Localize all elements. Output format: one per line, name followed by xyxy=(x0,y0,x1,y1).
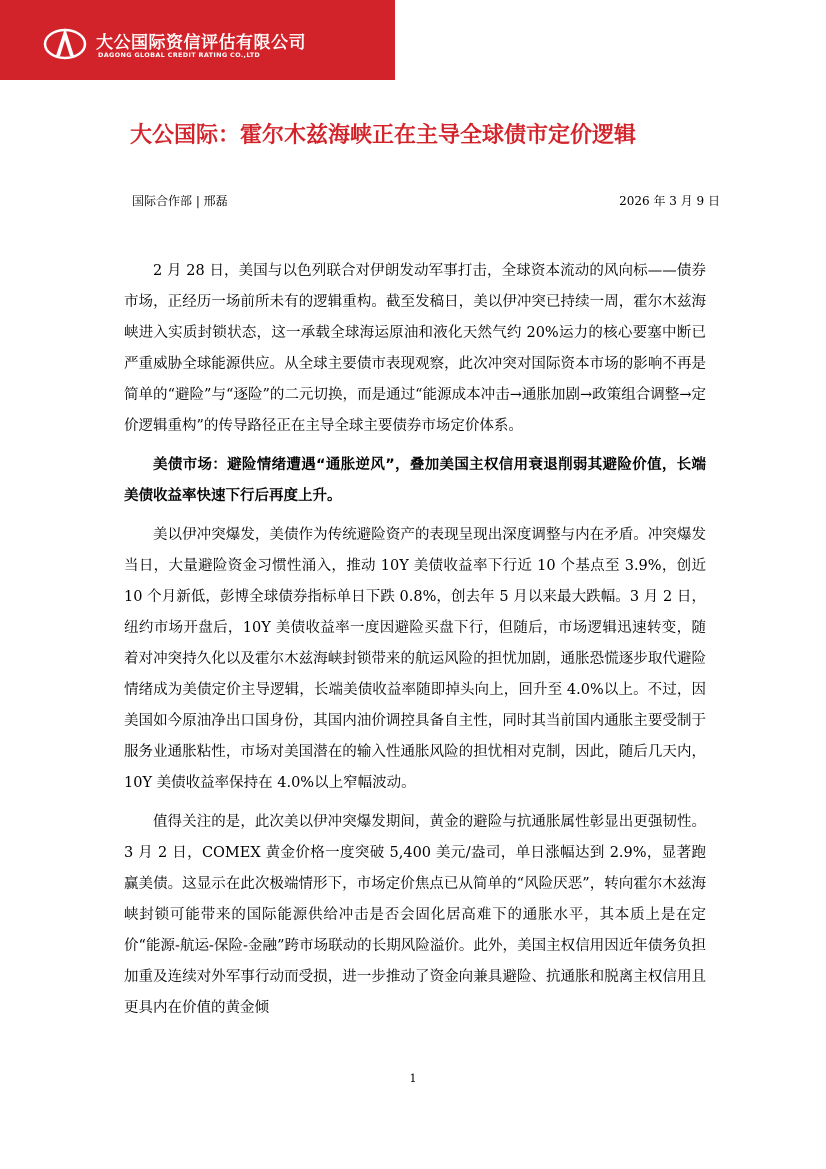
paragraph-us-treasury: 美以伊冲突爆发，美债作为传统避险资产的表现呈现出深度调整与内在矛盾。冲突爆发当日，大量避险资金习惯性涌入，推动 10Y 美债收益率下行近 10 个基点至 3.9%，创近 10 个月新低，彭博全球债券指标单日下跌 0.8%，创去年 5 月以来最大跌幅。3 月 2 日，纽约市场开盘后，10Y 美债收益率一度因避险买盘下行，但随后，市场逻辑迅速转变，随着对冲突持久化以及霍尔木兹海峡封锁带来的航运风险的担忧加剧，通胀恐慌逐步取代避险情绪成为美债定价主导逻辑，长端美债收益率随即掉头向上，回升至 4.0%以上。不过，因美国如今原油净出口国身份，其国内油价调控具备自主性，同时其当前国内通胀主要受制于服务业通胀粘性，市场对美国潜在的输入性通胀风险的担忧相对克制，因此，随后几天内，10Y 美债收益率保持在 4.0%以上窄幅波动。 xyxy=(124,527,706,791)
header-red-wedge xyxy=(335,0,395,80)
company-name-cn: 大公国际资信评估有限公司 xyxy=(96,33,306,53)
page-number: 1 xyxy=(409,1072,417,1085)
article-body xyxy=(124,256,706,1032)
byline: 国际合作部 | 邢磊 xyxy=(132,194,228,208)
paragraph-intro: 2 月 28 日，美国与以色列联合对伊朗发动军事打击，全球资本流动的风向标——债券市场，正经历一场前所未有的逻辑重构。截至发稿日，美以伊冲突已持续一周，霍尔木兹海峡进入实质封锁状态，这一承载全球海运原油和液化天然气约 20%运力的核心要塞中断已严重威胁全球能源供应。从全球主要债市表现观察，此次冲突对国际资本市场的影响不再是简单的“避险”与“逐险”的二元切换，而是通过“能源成本冲击→通胀加剧→政策组合调整→定价逻辑重构”的传导路径正在主导全球主要债券市场定价体系。 xyxy=(124,263,706,434)
page-title: 大公国际：霍尔木兹海峡正在主导全球债市定价逻辑 xyxy=(130,123,637,148)
paragraph-gold: 值得关注的是，此次美以伊冲突爆发期间，黄金的避险与抗通胀属性彰显出更强韧性。3 月 2 日，COMEX 黄金价格一度突破 5,400 美元/盎司，单日涨幅达到 2.9%，显著跑赢美债。这显示在此次极端情形下，市场定价焦点已从简单的“风险厌恶”，转向霍尔木兹海峡封锁可能带来的国际能源供给冲击是否会固化居高难下的通胀水平，其本质上是在定价“能源-航运-保险-金融”跨市场联动的长期风险溢价。此外，美国主权信用因近年债务负担加重及连续对外军事行动而受损，进一步推动了资金向兼具避险、抗通胀和脱离主权信用且更具内在价值的黄金倾 xyxy=(124,814,706,1016)
dagong-logo-icon xyxy=(42,22,88,62)
section-heading-us-treasury: 美债市场：避险情绪遭遇“通胀逆风”，叠加美国主权信用衰退削弱其避险价值，长端美债收益率快速下行后再度上升。 xyxy=(124,457,706,504)
publish-date: 2026 年 3 月 9 日 xyxy=(619,194,720,208)
header-banner xyxy=(0,0,826,80)
company-name-en: DAGONG GLOBAL CREDIT RATING CO.,LTD xyxy=(98,51,261,59)
